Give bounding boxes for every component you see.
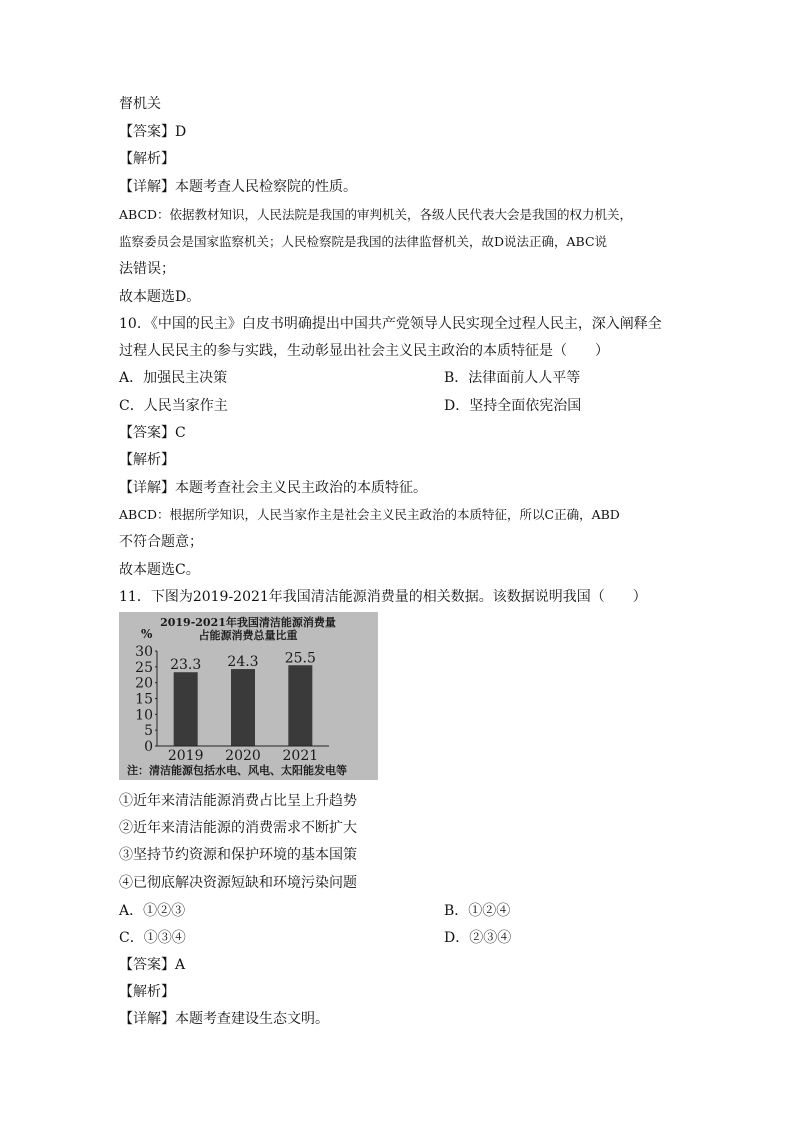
text-line: 督机关 [119,96,161,112]
y-tick-label: 10 [135,707,153,724]
statement-4: ④已彻底解决资源短缺和环境污染问题 [119,875,357,891]
y-tick-label: 15 [135,691,153,708]
detail-label: 【详解】本题考查社会主义民主政治的本质特征。 [119,480,427,496]
bar-2021 [288,665,312,746]
bar-value-label: 23.3 [170,657,202,674]
y-tick-label: 5 [144,723,153,740]
text-line: 不符合题意； [119,534,203,550]
q10-option-a: A．加强民主决策 [119,370,228,386]
text-line: ABCD：依据教材知识，人民法院是我国的审判机关，各级人民代表大会是我国的权力机关， [119,207,633,222]
chart-note: 注：清洁能源包括水电、风电、太阳能发电等 [127,764,347,777]
bar-2020 [231,669,255,746]
text-line: ABCD：根据所学知识，人民当家作主是社会主义民主政治的本质特征，所以C正确，ABD [119,507,620,522]
analysis-label: 【解析】 [119,151,175,167]
q10-option-d: D．坚持全面依宪治国 [444,398,582,414]
bar-value-label: 25.5 [284,650,316,667]
clean-energy-chart [119,612,378,780]
x-tick-label: 2020 [225,748,261,764]
statement-1: ①近年来清洁能源消费占比呈上升趋势 [119,793,357,809]
x-tick-label: 2019 [167,748,204,764]
conclusion-line: 故本题选C。 [119,562,200,578]
y-tick-label: 25 [135,659,153,676]
q11-option-a: A．①②③ [119,903,186,919]
q10-option-b: B．法律面前人人平等 [444,370,581,386]
question-10-stem: 10．《中国的民主》白皮书明确提出中国共产党领导人民实现全过程人民主，深入阐释全 [119,316,662,332]
chart-subtitle: 占能源消费总量比重 [198,629,298,642]
analysis-label: 【解析】 [119,984,175,1000]
text-line: 监察委员会是国家监察机关；人民检察院是我国的法律监督机关，故D说法正确，ABC说 [119,234,608,249]
chart-title: 2019-2021年我国清洁能源消费量 [160,616,336,629]
q11-option-b: B．①②④ [444,903,511,919]
detail-label: 【详解】本题考查建设生态文明。 [119,1011,329,1027]
y-tick-label: 0 [144,739,153,755]
q11-option-d: D．②③④ [444,930,512,946]
y-tick-label: 20 [135,675,153,692]
x-tick-label: 2021 [282,748,319,764]
analysis-label: 【解析】 [119,452,175,468]
answer-label: 【答案】C [119,425,186,441]
answer-label: 【答案】D [119,124,187,140]
text-line: 法错误； [119,261,175,277]
y-tick-label: 30 [135,644,153,660]
answer-label: 【答案】A [119,957,186,973]
y-axis-label: % [141,627,153,641]
bar-2019 [174,672,198,746]
statement-3: ③坚持节约资源和保护环境的基本国策 [119,847,357,863]
question-11-stem: 11．下图为2019-2021年我国清洁能源消费量的相关数据。该数据说明我国（ ） [119,589,647,605]
q11-option-c: C．①③④ [119,930,186,946]
question-10-stem: 过程人民民主的参与实践，生动彰显出社会主义民主政治的本质特征是（ ） [119,343,609,359]
q10-option-c: C．人民当家作主 [119,398,228,414]
conclusion-line: 故本题选D。 [119,289,201,305]
statement-2: ②近年来清洁能源的消费需求不断扩大 [119,820,357,836]
bar-value-label: 24.3 [227,654,259,671]
detail-label: 【详解】本题考查人民检察院的性质。 [119,179,357,195]
